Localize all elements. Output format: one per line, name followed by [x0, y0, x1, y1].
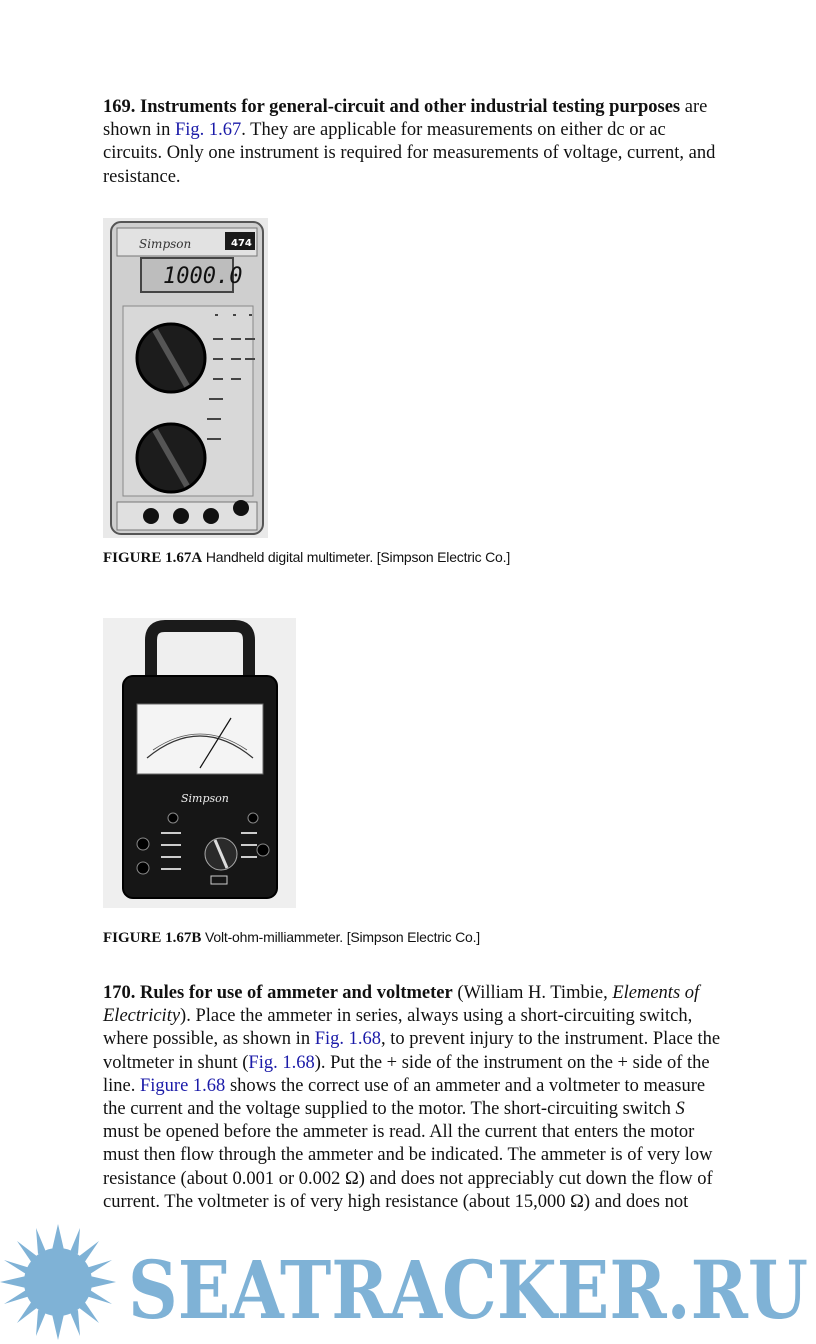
section-170-text-1: (William H. Timbie,	[452, 983, 613, 1003]
book-title: Elements of Electricity	[103, 983, 700, 1027]
watermark	[0, 1220, 816, 1344]
section-170	[103, 982, 723, 1214]
switch-symbol: S	[675, 1099, 685, 1120]
watermark-text: SEATRACKER.RU	[128, 1243, 808, 1337]
digital-multimeter-photo	[103, 218, 268, 538]
section-169-text-2: . They are applicable for measurements on either dc or ac circuits. Only one instrument is required for measurements of voltage, current, and resistance.	[103, 120, 716, 187]
section-170-text-4: ). Put the + side of the instrument on the + side of the line.	[103, 1052, 710, 1096]
brand-text-a: Simpson	[139, 237, 192, 251]
fig-1-68-link-2[interactable]: Fig. 1.68	[248, 1052, 315, 1073]
lcd-display: 1000.0	[163, 264, 243, 289]
section-170-text-5: shows the correct use of an ammeter and a voltmeter to measure the current and the voltage supplied to the motor. The short-circuiting switch	[103, 1075, 706, 1120]
section-169-heading: 169. Instruments for general-circuit and other industrial testing purposes	[103, 97, 681, 117]
vom-meter-photo	[103, 618, 296, 908]
fig-1-68-link-1[interactable]: Fig. 1.68	[314, 1029, 382, 1050]
figure-1-67a-caption	[103, 548, 510, 567]
section-169	[103, 96, 723, 189]
figure-1-68-link-3[interactable]: Figure 1.68	[140, 1075, 226, 1096]
brand-text-b: Simpson	[181, 792, 229, 805]
fig-1-67-link[interactable]: Fig. 1.67	[174, 120, 242, 141]
figure-1-67b-label: FIGURE 1.67B	[103, 930, 202, 946]
figure-1-67b-caption-text: Volt-ohm-milliammeter. [Simpson Electric Co.]	[201, 929, 480, 945]
figure-1-67a-label: FIGURE 1.67A	[103, 550, 203, 566]
model-text-a: 474	[231, 238, 252, 249]
section-170-heading: 170. Rules for use of ammeter and voltmeter	[103, 983, 453, 1003]
figure-1-67b-caption	[103, 928, 480, 947]
figure-1-67a-caption-text: Handheld digital multimeter. [Simpson Electric Co.]	[202, 549, 511, 565]
sun-icon	[0, 1224, 116, 1340]
section-170-text-3: , to prevent injury to the instrument. Place the voltmeter in shunt (	[103, 1029, 721, 1073]
section-169-text: are shown in	[103, 97, 708, 141]
section-170-text-2: ). Place the ammeter in series, always using a short-circuiting switch, where possible, as shown in	[103, 1006, 693, 1050]
section-170-text-6: must be opened before the ammeter is read. All the current that enters the motor must then flow through the ammeter and be indicated. The ammeter is of very low resistance (about 0.001 or 0.002 Ω) and does not appreciably cut down the flow of current. The voltmeter is of very high resistance (about 15,000 Ω) and does not	[103, 1122, 713, 1212]
